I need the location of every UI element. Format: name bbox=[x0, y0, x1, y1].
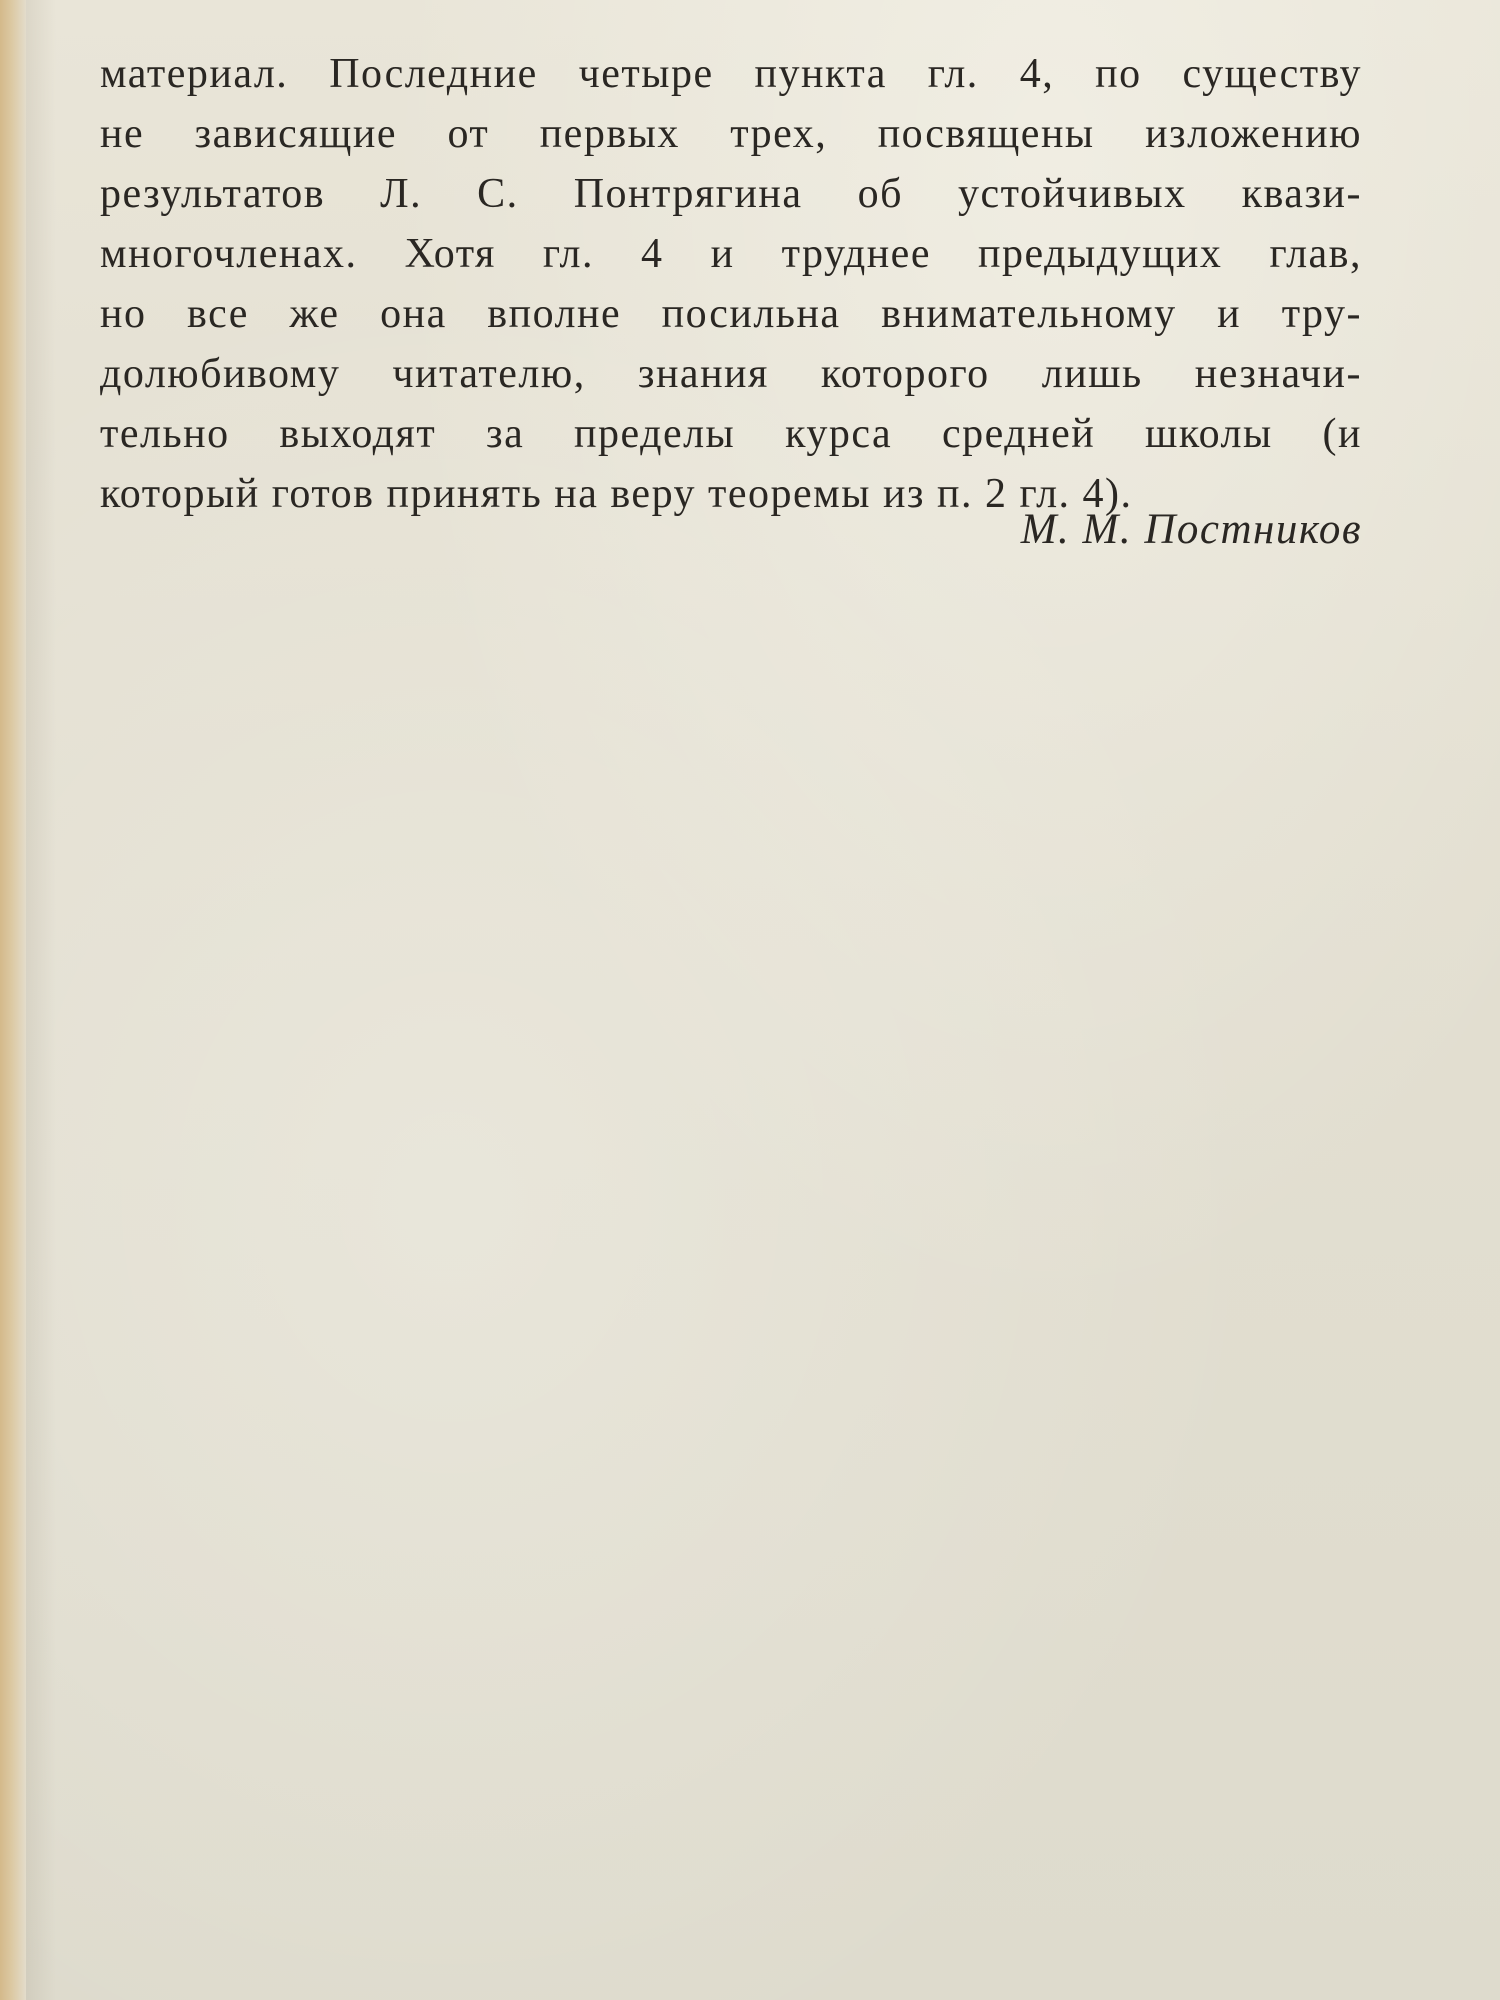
paragraph-line: тельно выходят за пределы курса средней школы (и bbox=[100, 411, 1362, 457]
paragraph-line: но все же она вполне посильна внимательному и тру- bbox=[100, 291, 1362, 337]
author-signature: М. М. Постников bbox=[1020, 506, 1362, 553]
page-edge bbox=[0, 0, 26, 2000]
paragraph-line: многочленах. Хотя гл. 4 и труднее предыдущих глав, bbox=[100, 231, 1362, 277]
preface-paragraph bbox=[100, 44, 1362, 524]
paragraph-line: результатов Л. С. Понтрягина об устойчивых квази- bbox=[100, 171, 1362, 217]
paragraph-line: не зависящие от первых трех, посвящены изложению bbox=[100, 111, 1362, 157]
paragraph-line: который готов принять на веру теоремы из п. 2 гл. 4). bbox=[100, 471, 1133, 517]
page-gutter-shadow bbox=[26, 0, 56, 2000]
paragraph-line: материал. Последние четыре пункта гл. 4, по существу bbox=[100, 51, 1362, 97]
paragraph-line: долюбивому читателю, знания которого лишь незначи- bbox=[100, 351, 1362, 397]
